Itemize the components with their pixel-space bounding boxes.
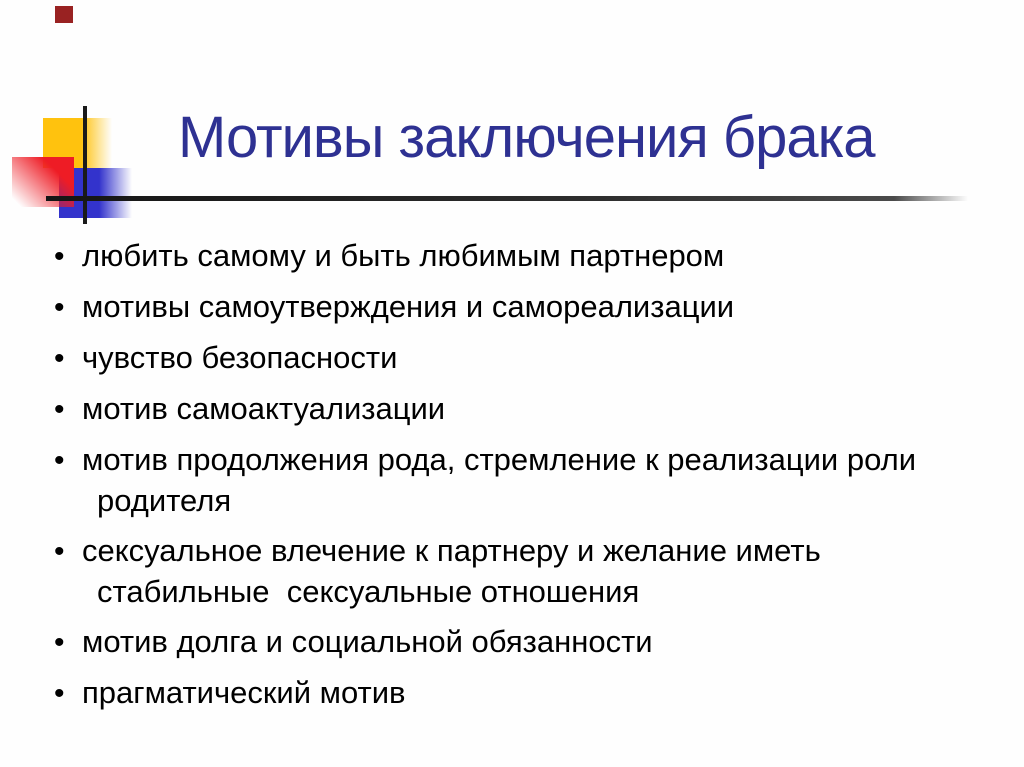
list-item <box>54 236 1004 277</box>
list-item <box>54 622 1004 663</box>
bullet-line-wrap <box>54 481 1004 521</box>
bullet-dot-icon: • <box>54 535 65 568</box>
bullet-text: сексуальное влечение к партнеру и желание иметь <box>82 533 821 568</box>
bullet-line <box>54 389 1004 430</box>
bullet-text: прагматический мотив <box>82 675 406 710</box>
bullet-text: мотив долга и социальной обязанности <box>82 624 653 659</box>
bullet-dot-icon: • <box>54 291 65 324</box>
bullet-dot-icon: • <box>54 240 65 273</box>
bullet-text: чувство безопасности <box>82 340 398 375</box>
bullet-text: мотив продолжения рода, стремление к реализации роли <box>82 442 917 477</box>
bullet-dot-icon: • <box>54 393 65 426</box>
bullet-text: мотивы самоутверждения и самореализации <box>82 289 735 324</box>
bullet-line <box>54 673 1004 714</box>
bullet-list <box>54 236 1004 714</box>
list-item <box>54 338 1004 379</box>
bullet-text: родителя <box>97 483 232 518</box>
bullet-line-wrap <box>54 572 1004 612</box>
bullet-text: стабильные сексуальные отношения <box>97 574 640 609</box>
bullet-line <box>54 287 1004 328</box>
list-item <box>54 440 1004 521</box>
list-item <box>54 389 1004 430</box>
title-underline <box>46 196 968 201</box>
bullet-line <box>54 440 1004 481</box>
corner-bullet-square-icon <box>55 6 73 23</box>
list-item <box>54 531 1004 612</box>
bullet-line <box>54 338 1004 379</box>
bullet-line <box>54 531 1004 572</box>
bullet-text: любить самому и быть любимым партнером <box>82 238 725 273</box>
bullet-dot-icon: • <box>54 626 65 659</box>
bullet-line <box>54 622 1004 663</box>
slide-title: Мотивы заключения брака <box>178 105 875 170</box>
bullet-dot-icon: • <box>54 342 65 375</box>
deco-vertical-line <box>83 106 87 224</box>
bullet-text: мотив самоактуализации <box>82 391 446 426</box>
list-item <box>54 673 1004 714</box>
bullet-line <box>54 236 1004 277</box>
bullet-dot-icon: • <box>54 444 65 477</box>
list-item <box>54 287 1004 328</box>
bullet-dot-icon: • <box>54 677 65 710</box>
